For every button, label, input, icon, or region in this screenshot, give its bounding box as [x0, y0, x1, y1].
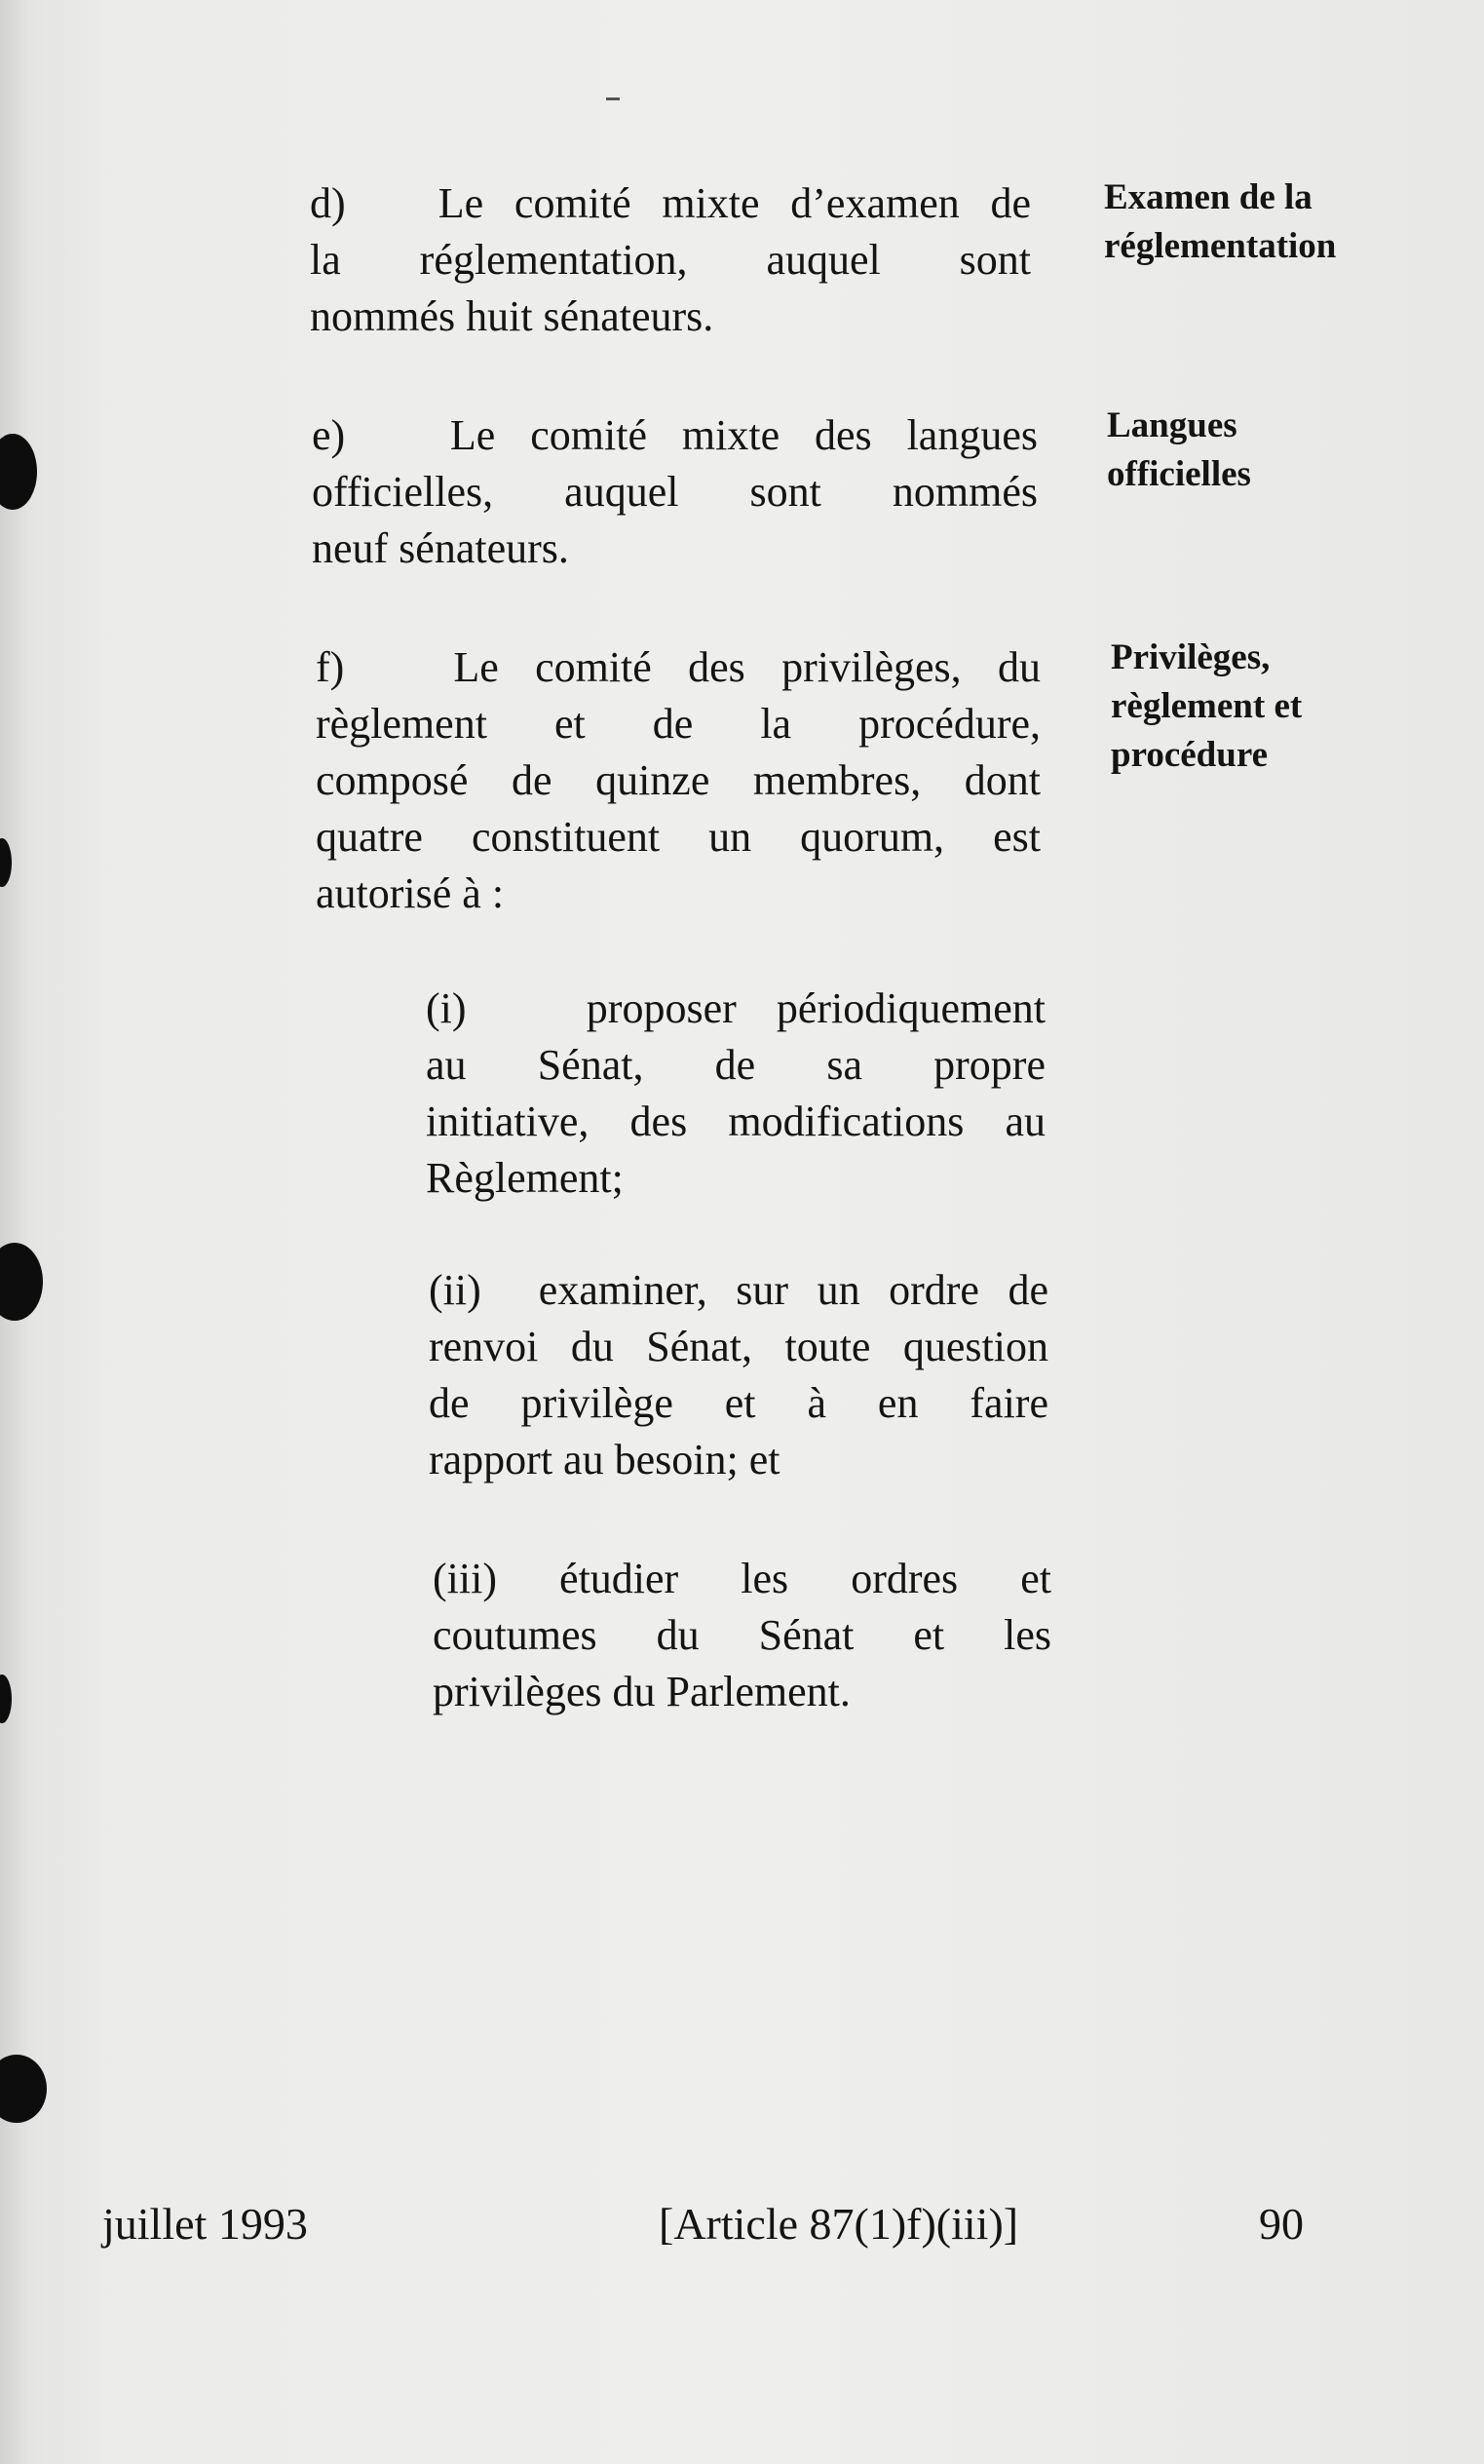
text-line: la réglementation, auquel sont	[310, 236, 1031, 284]
margin-note-line: réglementation	[1104, 226, 1337, 266]
binder-hole	[0, 838, 12, 887]
text-line: autorisé à :	[316, 869, 505, 917]
margin-note-line: Examen de la	[1104, 177, 1313, 217]
footer-date: juillet 1993	[102, 2199, 308, 2249]
subitem-ii-paragraph	[429, 1262, 1048, 1488]
text-line: privilèges du Parlement.	[433, 1668, 851, 1715]
binder-hole	[0, 2055, 47, 2123]
subitem-i-paragraph	[426, 981, 1046, 1207]
text-line: composé de quinze membres, dont	[316, 756, 1041, 804]
subitem-iii-paragraph	[433, 1551, 1051, 1720]
item-e-paragraph	[312, 407, 1038, 577]
margin-note-line: procédure	[1111, 735, 1269, 775]
text-line: règlement et de la procédure,	[316, 700, 1041, 748]
margin-note-line: Privilèges,	[1111, 637, 1271, 677]
text-line: (iii) étudier les ordres et	[433, 1555, 1051, 1602]
binder-hole	[0, 1243, 43, 1321]
margin-note-line: officielles	[1107, 454, 1251, 494]
text-line: f) Le comité des privilèges, du	[316, 643, 1041, 691]
text-line: d) Le comité mixte d’examen de	[310, 179, 1031, 227]
text-line: officielles, auquel sont nommés	[312, 468, 1038, 516]
text-line: neuf sénateurs.	[312, 524, 569, 572]
text-line: (ii) examiner, sur un ordre de	[429, 1266, 1048, 1314]
margin-note-e	[1107, 402, 1251, 499]
text-line: initiative, des modifications au	[426, 1097, 1046, 1145]
footer-page-number: 90	[1259, 2199, 1304, 2249]
text-line: coutumes du Sénat et les	[433, 1611, 1051, 1659]
text-line: quatre constituent un quorum, est	[316, 813, 1041, 861]
text-line: au Sénat, de sa propre	[426, 1041, 1046, 1089]
text-line: renvoi du Sénat, toute question	[429, 1323, 1048, 1370]
item-f-paragraph	[316, 639, 1041, 922]
binder-hole	[0, 1675, 12, 1723]
margin-note-f	[1111, 634, 1302, 780]
margin-note-line: Langues	[1107, 405, 1237, 445]
text-line: rapport au besoin; et	[429, 1436, 780, 1483]
text-line: de privilège et à en faire	[429, 1379, 1048, 1427]
text-line: (i) proposer périodiquement	[426, 984, 1046, 1032]
footer-reference: [Article 87(1)f)(iii)]	[659, 2199, 1019, 2249]
margin-note-line: règlement et	[1111, 686, 1303, 726]
top-mark	[606, 97, 620, 100]
margin-note-d	[1104, 173, 1336, 271]
text-line: e) Le comité mixte des langues	[312, 411, 1038, 459]
item-d-paragraph	[310, 175, 1031, 345]
binder-hole	[0, 434, 37, 510]
text-line: nommés huit sénateurs.	[310, 292, 714, 340]
text-line: Règlement;	[426, 1154, 624, 1202]
